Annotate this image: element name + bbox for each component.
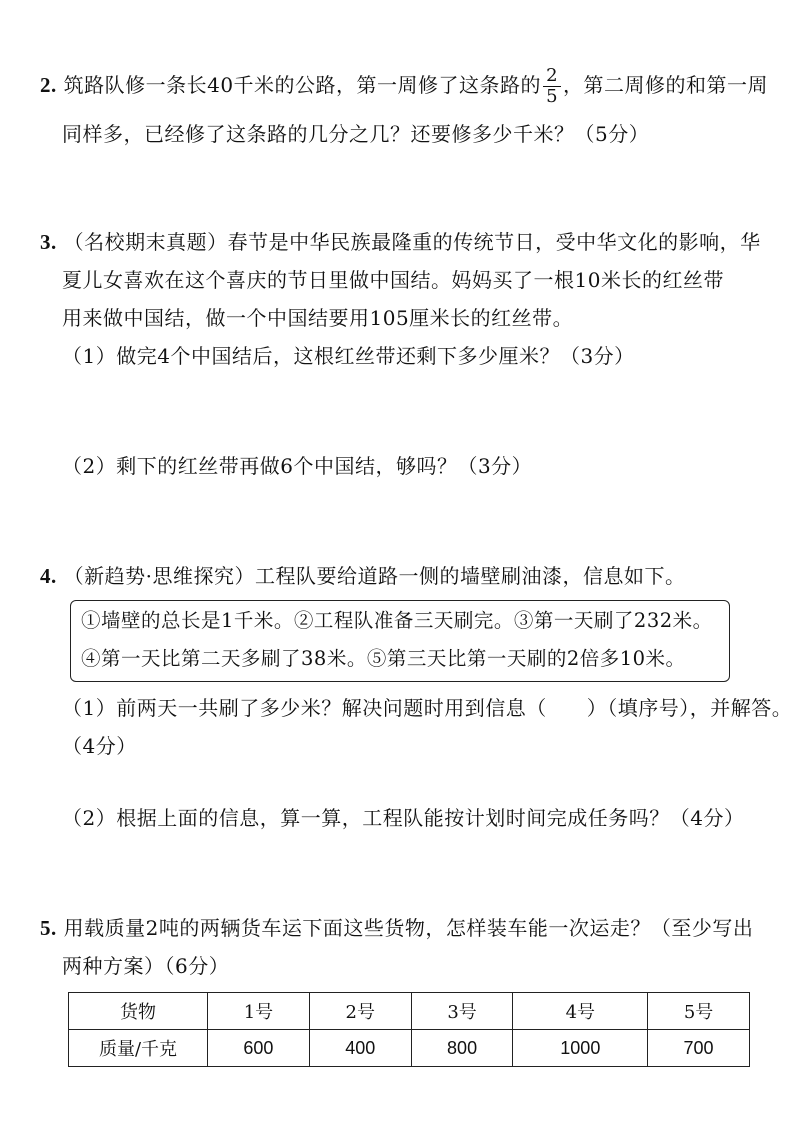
table-cell: 600 [208,1030,310,1067]
q2-fraction-numerator: 2 [543,66,561,87]
q2-line1 [40,66,768,107]
table-header-label: 货物 [69,993,208,1030]
q2-line2: 同样多，已经修了这条路的几分之几？还要修多少千米？（5分） [62,122,650,146]
q3-line2: 夏儿女喜欢在这个喜庆的节日里做中国结。妈妈买了一根10米长的红丝带 [62,268,724,292]
q3-sub1: （1）做完4个中国结后，这根红丝带还剩下多少厘米？（3分） [62,344,635,368]
q2-fraction [543,66,561,107]
table-cell: 800 [411,1030,513,1067]
table-column-header: 3号 [411,993,513,1030]
table-header-row [69,993,750,1030]
q4-sub1 [62,694,792,722]
table-cell: 400 [309,1030,411,1067]
table-column-header: 2号 [309,993,411,1030]
q5-text-line1: 用载质量2吨的两辆货车运下面这些货物，怎样装车能一次运走？（至少写出 [63,916,754,940]
q3-text-line1: （名校期末真题）春节是中华民族最隆重的传统节日，受中华文化的影响，华 [63,230,761,254]
q2-text-part1: 筑路队修一条长40千米的公路，第一周修了这条路的 [63,73,542,97]
q4-number: 4. [40,564,57,588]
q3-line3: 用来做中国结，做一个中国结要用105厘米长的红丝带。 [62,306,574,330]
table-row-label: 质量/千克 [69,1030,208,1067]
q2-text-part2: ，第二周修的和第一周 [563,73,769,97]
q4-info-row2: ④第一天比第二天多刷了38米。⑤第三天比第一天刷的2倍多10米。 [81,647,686,670]
table-cell: 1000 [513,1030,648,1067]
q2-fraction-denominator: 5 [546,86,559,107]
q5-line2: 两种方案）（6分） [62,954,230,978]
q5-number: 5. [40,916,57,940]
q5-line1 [40,914,753,942]
q4-info-box [70,600,730,682]
table-column-header: 1号 [208,993,310,1030]
q4-line1 [40,562,685,590]
q3-number: 3. [40,230,57,254]
q4-sub1-line2: （4分） [62,734,137,758]
q4-sub1-text-part2: ）（填序号），并解答。 [586,696,793,720]
q4-text-line1: （新趋势·思维探究）工程队要给道路一侧的墙壁刷油漆，信息如下。 [63,564,686,588]
table-column-header: 4号 [513,993,648,1030]
table-column-header: 5号 [648,993,750,1030]
q3-sub2: （2）剩下的红丝带再做6个中国结，够吗？（3分） [62,454,533,478]
table-row [69,1030,750,1067]
goods-table [68,992,750,1067]
q2-number: 2. [40,73,57,97]
q3-line1 [40,228,761,256]
q4-info-row1: ①墙壁的总长是1千米。②工程队准备三天刷完。③第一天刷了232米。 [81,609,713,632]
q4-sub2: （2）根据上面的信息，算一算，工程队能按计划时间完成任务吗？（4分） [62,806,745,830]
table-cell: 700 [648,1030,750,1067]
q4-sub1-text-part1: （1）前两天一共刷了多少米？解决问题时用到信息（ [62,696,547,720]
